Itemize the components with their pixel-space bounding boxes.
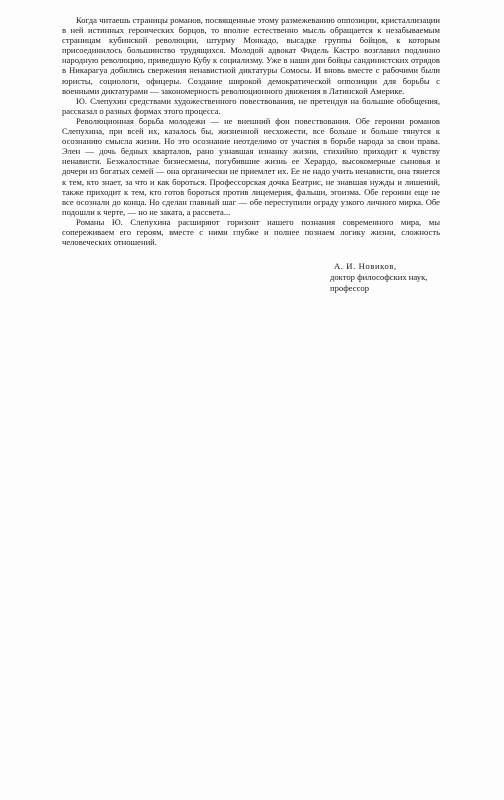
- article-body: [62, 15, 440, 294]
- paragraph-3: Революционная борьба молодежи — не внешний фон повествования. Обе героини романов Слепухина, при всей их, казалось бы, жизненной несхожести, все больше и больше тянутся к осознанию смысла жизни. Но это осознание неотделимо от участия в борьбе народа за свои права. Элен — дочь бедных кварталов, рано узнавшая изнанку жизни, стихийно приходит к чувству ненависти. Безжалостные бизнесмены, погубившие жизнь ее Херардо, высокомерные сыновья и дочери из богатых семей — она органически не приемлет их. Ее не надо учить ненависти, она тянется к тем, кто знает, за что и как бороться. Профессорская дочка Беатрис, не знавшая нужды и лишений, также приходит к тем, кто готов бороться против лицемерия, фальши, эгоизма. Обе героини еще не все осознали до конца. Но сделан главный шаг — обе переступили ограду узкого личного мирка. Обе подошли к черте, — но не заката, а рассвета...: [62, 115, 440, 217]
- paragraph-1: Когда читаешь страницы романов, посвященные этому размежеванию оппозиции, кристаллизации в ней истинных героических борцов, то вполне естественно мысль обращается к незабываемым страницам кубинской революции, штурму Монкадо, высадке группы бойцов, к которым присоединилось большинство трудящихся. Молодой адвокат Фидель Кастро возглавил подлинно народную революцию, приведшую Кубу к социализму. Уже в наши дни бойцы сандинистских отрядов в Никарагуа добились свержения ненавистной диктатуры Сомосы. И вновь вместе с рабочими были юристы, социологи, офицеры. Создание широкой демократической оппозиции для борьбы с военными диктатурами — закономерность революционного движения в Латинской Америке.: [62, 15, 440, 96]
- author-rank: профессор: [330, 283, 370, 294]
- author-signature: [62, 261, 440, 294]
- author-name: А. И. Новиков,: [334, 261, 397, 272]
- paragraph-2: Ю. Слепухин средствами художественного повествования, не претендуя на большие обобщения, рассказал о разных формах этого процесса.: [62, 95, 440, 116]
- paragraph-4: Романы Ю. Слепухина расширяют горизонт нашего познания современного мира, мы сопереживаем его героям, вместе с ними глубже и полнее познаем логику жизни, сложность человеческих отношений.: [62, 216, 440, 248]
- author-title: доктор философских наук,: [330, 272, 428, 283]
